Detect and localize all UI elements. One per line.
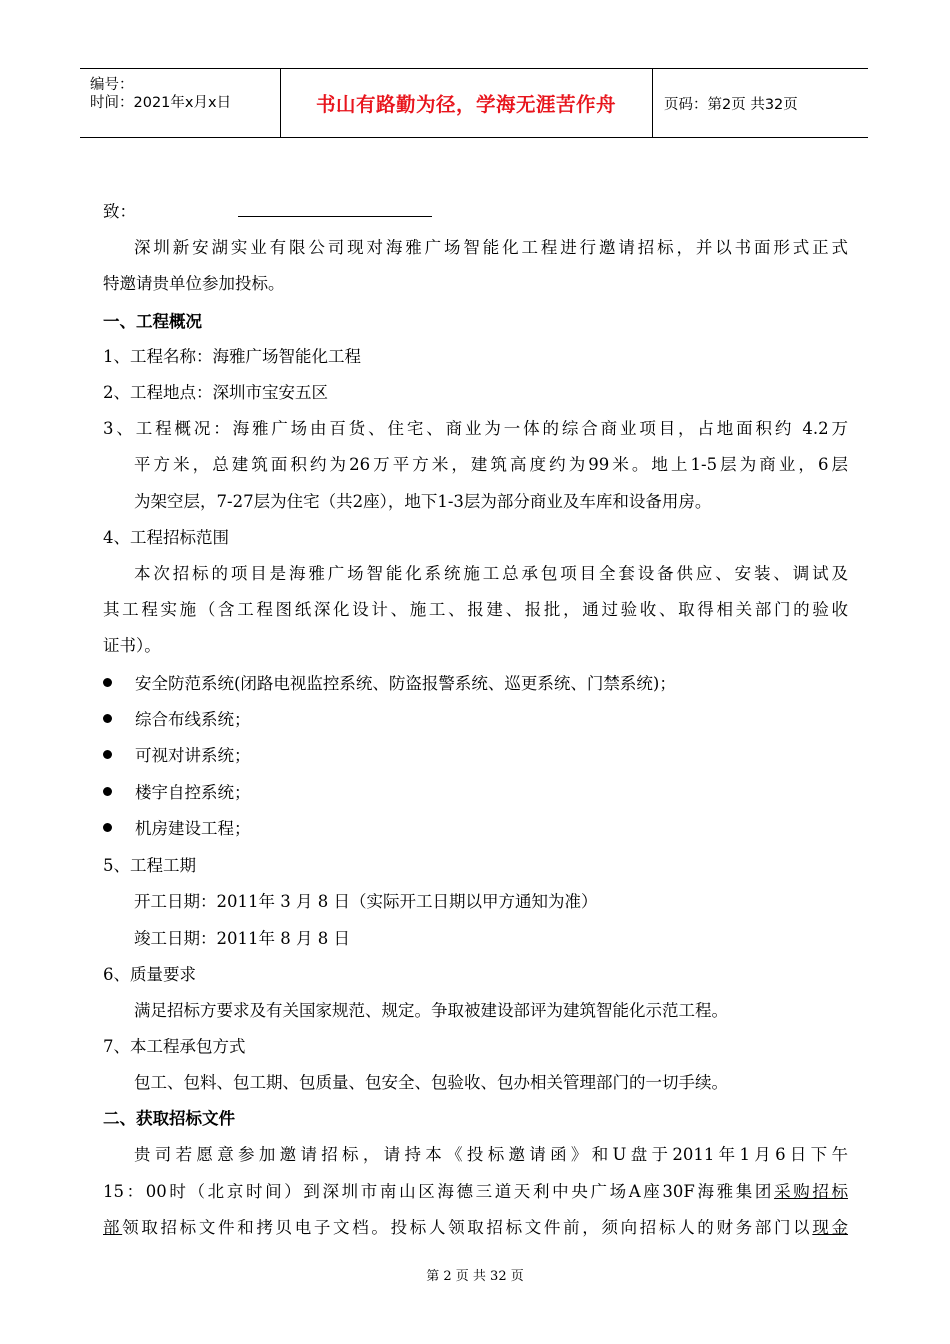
page-header xyxy=(80,68,868,138)
start-date: 开工日期：2011年 3 月 8 日（实际开工日期以甲方通知为准） xyxy=(134,892,598,911)
end-date: 竣工日期：2011年 8 月 8 日 xyxy=(134,929,350,948)
item3-line-1: 3、工程概况：海雅广场由百货、住宅、商业为一体的综合商业项目，占地面积约 4.2万 xyxy=(103,419,848,438)
section2-line-1: 贵司若愿意参加邀请招标，请持本《投标邀请函》和U盘于2011年1月6日下午 xyxy=(134,1145,848,1164)
item4-text-2: 其工程实施（含工程图纸深化设计、施工、报建、报批，通过验收、取得相关部门的验收 xyxy=(103,600,848,619)
bullet-item: 安全防范系统(闭路电视监控系统、防盗报警系统、巡更系统、门禁系统)； xyxy=(135,674,676,693)
item6-title: 6、质量要求 xyxy=(103,965,196,984)
item7-text: 包工、包料、包工期、包质量、包安全、包验收、包办相关管理部门的一切手续。 xyxy=(134,1073,728,1092)
section2-line-3-text: 领取招标文件和拷贝电子文档。投标人领取招标文件前，须向招标人的财务部门以 xyxy=(122,1218,813,1237)
item2: 2、工程地点：深圳市宝安五区 xyxy=(103,383,328,402)
procurement-dept-link-part2: 部 xyxy=(103,1218,123,1237)
addressee-blank xyxy=(142,204,432,217)
bullet-dot xyxy=(103,787,112,796)
item3-line-3: 为架空层，7-27层为住宅（共2座），地下1-3层为部分商业及车库和设备用房。 xyxy=(134,492,712,511)
section2-title: 二、获取招标文件 xyxy=(103,1109,235,1128)
header-page-label: 页码：第2页 共32页 xyxy=(664,96,798,113)
item5-title: 5、工程工期 xyxy=(103,856,196,875)
page-footer: 第 2 页 共 32 页 xyxy=(426,1269,524,1284)
item7-title: 7、本工程承包方式 xyxy=(103,1037,246,1056)
bullet-dot xyxy=(103,678,112,687)
item4-text-3: 证书）。 xyxy=(103,636,161,655)
section1-title: 一、工程概况 xyxy=(103,312,202,331)
addressee-label: 致： xyxy=(103,202,136,221)
item6-text: 满足招标方要求及有关国家规范、规定。争取被建设部评为建筑智能化示范工程。 xyxy=(134,1001,728,1020)
cash-underlined: 现金 xyxy=(812,1218,849,1237)
item4-title: 4、工程招标范围 xyxy=(103,528,229,547)
header-time-label: 时间：2021年x月x日 xyxy=(90,95,232,111)
intro-line-1: 深圳新安湖实业有限公司现对海雅广场智能化工程进行邀请招标，并以书面形式正式 xyxy=(134,238,848,257)
section2-line-2-text: 15：00时（北京时间）到深圳市南山区海德三道天利中央广场A座30F海雅集团 xyxy=(103,1182,775,1201)
item1: 1、工程名称：海雅广场智能化工程 xyxy=(103,347,361,366)
header-motto-cell xyxy=(280,69,653,137)
bullet-item: 机房建设工程； xyxy=(135,819,251,838)
item4-text-1: 本次招标的项目是海雅广场智能化系统施工总承包项目全套设备供应、安装、调试及 xyxy=(134,564,848,583)
item3-line-2: 平方米，总建筑面积约为26万平方米，建筑高度约为99米。地上1-5层为商业，6层 xyxy=(134,455,848,474)
header-meta-cell xyxy=(80,69,281,137)
bullet-dot xyxy=(103,714,112,723)
procurement-dept-link-part1: 采购招标 xyxy=(774,1182,848,1201)
bullet-item: 可视对讲系统； xyxy=(135,746,251,765)
header-motto: 书山有路勤为径，学海无涯苦作舟 xyxy=(315,93,616,116)
bullet-dot xyxy=(103,823,112,832)
section2-line-2 xyxy=(103,1178,848,1202)
section2-line-3 xyxy=(103,1214,848,1238)
bullet-item: 楼宇自控系统； xyxy=(135,783,251,802)
intro-line-2: 特邀请贵单位参加投标。 xyxy=(103,274,285,293)
addressee-line xyxy=(103,198,432,222)
bullet-dot xyxy=(103,750,112,759)
header-number-label: 编号： xyxy=(90,77,134,93)
bullet-item: 综合布线系统； xyxy=(135,710,251,729)
